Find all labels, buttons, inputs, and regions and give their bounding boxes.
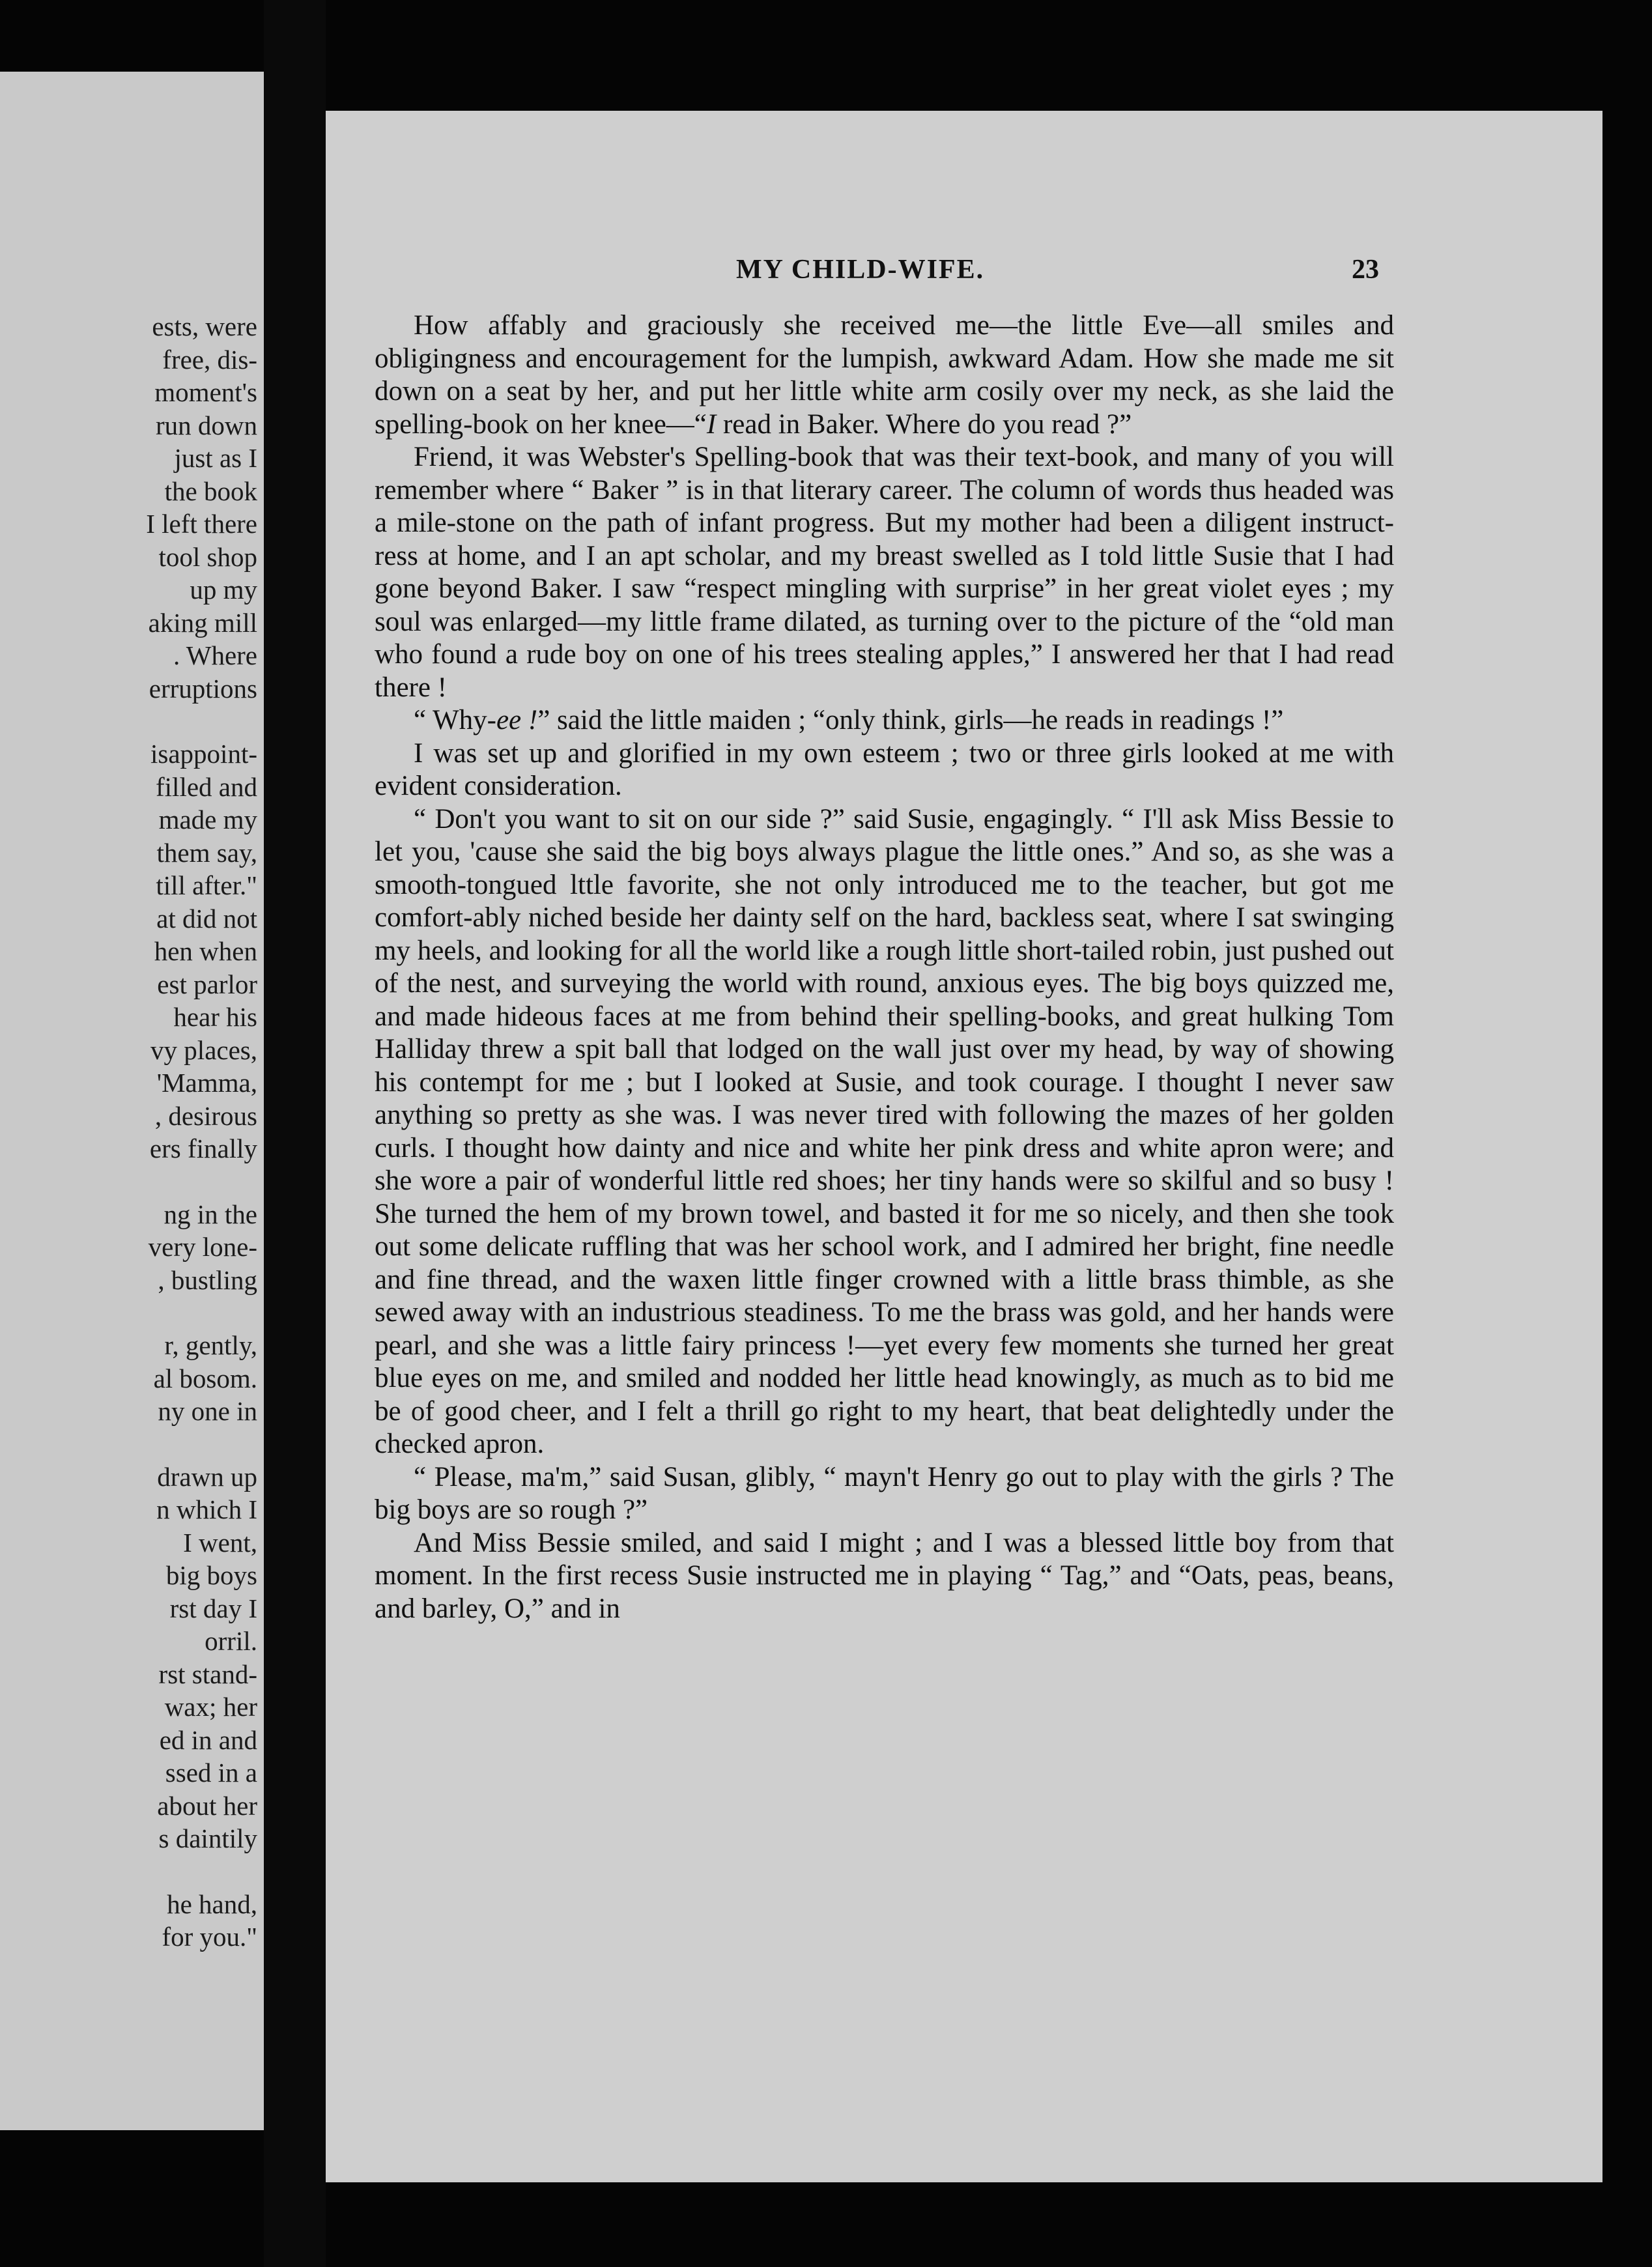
- facing-page-line: the book: [164, 476, 257, 506]
- text-run: Friend, it was Webster's Spelling-book that was their text-book, and many of you will remember where “ Baker ” is in that literary career. The column of words thus headed was a mile-stone on the path of infant progress. But my mother had been a diligent instruct-ress at home, and I an apt scholar, and my breast swelled as I told little Susie that I had gone beyond Baker. I saw “respect mingling with surprise” in her great violet eyes ; my soul was enlarged—my little frame dilated, as turning over to the picture of the “old man who found a rude boy on one of his trees stealing apples,” I answered her that I had read there !: [375, 442, 1394, 703]
- book-gutter: [264, 0, 326, 2267]
- facing-page-line: I left there: [146, 509, 257, 539]
- facing-page-line: rst day I: [169, 1593, 257, 1623]
- page-title: MY CHILD-WIFE.: [736, 255, 985, 285]
- facing-page-line: ests, were: [152, 311, 257, 341]
- facing-page-line: he hand,: [167, 1889, 257, 1919]
- facing-page-line: moment's: [154, 377, 257, 407]
- text-run: ee !: [496, 705, 538, 735]
- facing-page-line: n which I: [156, 1494, 257, 1524]
- facing-page-line: tool shop: [158, 541, 257, 572]
- facing-page-line: for you.": [162, 1922, 257, 1952]
- facing-page-line: made my: [158, 805, 257, 834]
- paragraph: [375, 1461, 1394, 1527]
- facing-page-line: vy places,: [150, 1034, 257, 1065]
- facing-page-line: 'Mamma,: [156, 1068, 257, 1098]
- facing-page-line: . Where: [173, 640, 257, 670]
- facing-page-line: wax; her: [164, 1692, 257, 1722]
- text-run: And Miss Bessie smiled, and said I might ; and I was a blessed little boy from that moment. In the first recess Susie instructed me in playing “ Tag,” and “Oats, peas, beans, and barley, O,” and in: [375, 1527, 1394, 1624]
- facing-page-line: very lone-: [148, 1232, 257, 1262]
- facing-page-line: rst stand-: [158, 1659, 257, 1689]
- facing-page-line: , bustling: [158, 1264, 257, 1295]
- paragraph: [375, 737, 1394, 803]
- text-run: read in Baker. Where do you read ?”: [716, 408, 1132, 440]
- facing-page-line: ers finally: [149, 1134, 257, 1163]
- facing-page-line: big boys: [165, 1560, 257, 1590]
- facing-page-line: ny one in: [158, 1396, 257, 1426]
- facing-page-line: till after.": [156, 870, 257, 900]
- facing-page-line: at did not: [156, 903, 257, 934]
- facing-page-line: ed in and: [159, 1724, 257, 1755]
- body-text: [375, 309, 1394, 1625]
- facing-page-left: [0, 72, 264, 2130]
- text-run: I was set up and glorified in my own esteem ; two or three girls looked at me with evident consideration.: [375, 737, 1394, 801]
- facing-page-line: up my: [190, 575, 257, 605]
- facing-page-line: orril.: [205, 1626, 257, 1656]
- facing-page-line: them say,: [156, 837, 257, 868]
- facing-page-line: ssed in a: [165, 1758, 257, 1788]
- paragraph-gap: [0, 1296, 257, 1329]
- paragraph-gap: [0, 705, 257, 737]
- paragraph: [375, 441, 1394, 704]
- text-run: “ Why-: [414, 705, 496, 735]
- paragraph-gap: [0, 1165, 257, 1198]
- text-run: I: [706, 408, 717, 440]
- facing-page-line: ng in the: [164, 1199, 257, 1229]
- page-number: 23: [1352, 255, 1379, 285]
- text-run: ” said the little maiden ; “only think, girls—he reads in readings !”: [537, 705, 1284, 735]
- facing-page-line: al bosom.: [153, 1363, 257, 1393]
- facing-page-line: hen when: [154, 936, 257, 966]
- facing-page-line: just as I: [174, 443, 257, 473]
- facing-page-line: free, dis-: [162, 344, 257, 375]
- paragraph-gap: [0, 1428, 257, 1461]
- text-run: “ Don't you want to sit on our side ?” said Susie, engagingly. “ I'll ask Miss Bessie to let you, 'cause she said the big boys always plague the little ones.” And so, as she was a smooth-tongued lttle favorite, she not only introduced me to the teacher, but got me comfort-ably niched beside her dainty self on the hard, backless seat, where I sat swinging my heels, and looking for all the world like a rough little short-tailed robin, just pushed out of the nest, and surveying the world with round, anxious eyes. The big boys quizzed me, and made hideous faces at me from behind their spelling-books, and great hulking Tom Halliday threw a spit ball that lodged on the wall just over my head, by way of showing his contempt for me ; but I looked at Susie, and took courage. I thought I never saw anything so pretty as she was. I was never tired with following the mazes of her golden curls. I thought how dainty and nice and white her pink dress and white apron were; and she wore a pair of wonderful little red shoes; her tiny hands were so skilful and so busy ! She turned the hem of my brown towel, and basted it for me so nicely, and then she took out some delicate ruffling that was her school work, and I admired her bright, fine needle and fine thread, and the waxen little finger crowned with a little brass thimble, as she sewed away with an industrious steadiness. To me the brass was gold, and her hands were pearl, and she was a little fairy princess !—yet every few moments she turned her great blue eyes on me, and smiled and nodded her little head knowingly, as much as to bid me be of good cheer, and I felt a thrill go right to my heart, that beat delightedly under the checked apron.: [375, 803, 1394, 1459]
- facing-page-line: r, gently,: [164, 1330, 257, 1360]
- paragraph: [375, 803, 1394, 1461]
- facing-page-line: filled and: [156, 771, 257, 802]
- facing-page-line: s daintily: [158, 1823, 257, 1853]
- paragraph: [375, 309, 1394, 441]
- facing-page-line: , desirous: [154, 1100, 257, 1131]
- facing-page-line: hear his: [173, 1002, 257, 1032]
- paragraph: [375, 1527, 1394, 1626]
- facing-page-line: isappoint-: [150, 739, 257, 769]
- text-run: “ Please, ma'm,” said Susan, glibly, “ mayn't Henry go out to play with the girls ? The big boys are so rough ?”: [375, 1461, 1394, 1525]
- facing-page-line: est parlor: [157, 969, 257, 999]
- facing-page-line: aking mill: [148, 607, 257, 638]
- facing-page-line: I went,: [183, 1527, 257, 1558]
- text-run: How affably and graciously she received me—the little Eve—all smiles and obligingness and encouragement for the lumpish, awkward Adam. How she made me sit down on a seat by her, and put her little white arm cosily over my neck, as she laid the spelling-book on her knee—“: [375, 310, 1394, 440]
- paragraph: [375, 704, 1394, 737]
- book-page: [326, 111, 1602, 2182]
- facing-page-line: about her: [157, 1790, 257, 1821]
- facing-page-line: drawn up: [157, 1461, 257, 1492]
- facing-page-line: erruptions: [149, 673, 257, 704]
- facing-page-text: [0, 310, 257, 1954]
- paragraph-gap: [0, 1855, 257, 1888]
- facing-page-line: run down: [155, 410, 257, 440]
